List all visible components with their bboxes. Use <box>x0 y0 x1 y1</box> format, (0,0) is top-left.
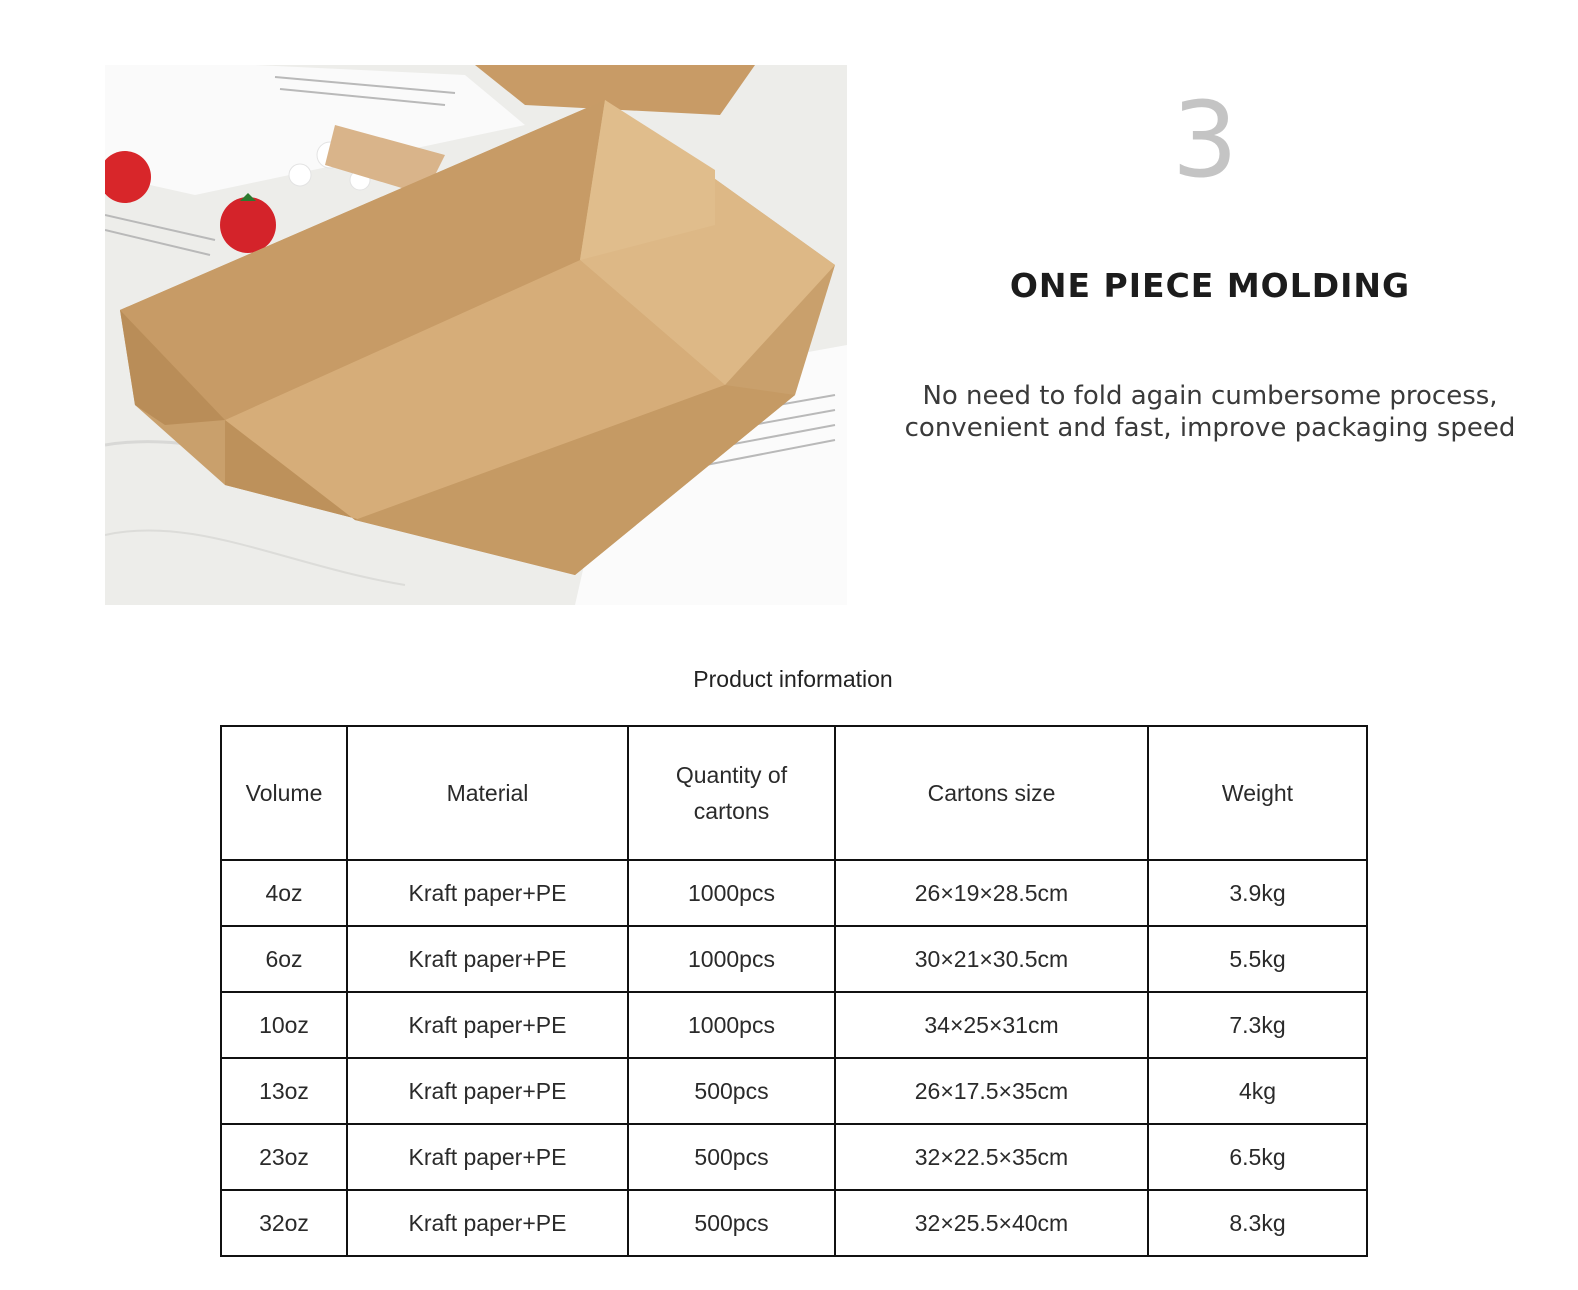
cell-material: Kraft paper+PE <box>347 1058 628 1124</box>
cell-volume: 10oz <box>221 992 347 1058</box>
kraft-paper-boat-tray-icon <box>105 65 847 605</box>
cell-carton-size: 26×17.5×35cm <box>835 1058 1148 1124</box>
cell-weight: 8.3kg <box>1148 1190 1367 1256</box>
cell-material: Kraft paper+PE <box>347 926 628 992</box>
header-quantity-of-cartons: Quantity of cartons <box>628 726 835 860</box>
cell-quantity: 1000pcs <box>628 860 835 926</box>
feature-description <box>890 380 1530 444</box>
feature-description-line-1: No need to fold again cumbersome process, <box>922 381 1498 411</box>
cell-volume: 32oz <box>221 1190 347 1256</box>
cell-volume: 6oz <box>221 926 347 992</box>
cell-volume: 4oz <box>221 860 347 926</box>
cell-volume: 13oz <box>221 1058 347 1124</box>
cell-quantity: 1000pcs <box>628 926 835 992</box>
feature-title: ONE PIECE MOLDING <box>1009 266 1411 305</box>
feature-description-line-2: convenient and fast, improve packaging speed <box>904 413 1516 443</box>
feature-number: 3 <box>1171 79 1239 201</box>
table-header-row <box>221 726 1367 860</box>
cell-volume: 23oz <box>221 1124 347 1190</box>
cell-quantity: 500pcs <box>628 1190 835 1256</box>
cell-material: Kraft paper+PE <box>347 860 628 926</box>
table-row <box>221 1058 1367 1124</box>
cell-weight: 7.3kg <box>1148 992 1367 1058</box>
table-row <box>221 1124 1367 1190</box>
cell-material: Kraft paper+PE <box>347 1124 628 1190</box>
table-row <box>221 992 1367 1058</box>
header-volume: Volume <box>221 726 347 860</box>
cell-weight: 6.5kg <box>1148 1124 1367 1190</box>
cell-weight: 3.9kg <box>1148 860 1367 926</box>
product-photo <box>105 65 847 605</box>
cell-quantity: 1000pcs <box>628 992 835 1058</box>
table-row <box>221 1190 1367 1256</box>
cell-material: Kraft paper+PE <box>347 1190 628 1256</box>
table-row <box>221 926 1367 992</box>
header-material: Material <box>347 726 628 860</box>
cell-carton-size: 26×19×28.5cm <box>835 860 1148 926</box>
cell-carton-size: 32×25.5×40cm <box>835 1190 1148 1256</box>
cell-quantity: 500pcs <box>628 1124 835 1190</box>
cell-weight: 5.5kg <box>1148 926 1367 992</box>
cell-carton-size: 32×22.5×35cm <box>835 1124 1148 1190</box>
table-row <box>221 860 1367 926</box>
cell-material: Kraft paper+PE <box>347 992 628 1058</box>
product-info-heading: Product information <box>693 666 893 692</box>
cell-carton-size: 34×25×31cm <box>835 992 1148 1058</box>
product-info-table <box>220 725 1368 1257</box>
cell-weight: 4kg <box>1148 1058 1367 1124</box>
cell-carton-size: 30×21×30.5cm <box>835 926 1148 992</box>
header-cartons-size: Cartons size <box>835 726 1148 860</box>
header-weight: Weight <box>1148 726 1367 860</box>
cell-quantity: 500pcs <box>628 1058 835 1124</box>
